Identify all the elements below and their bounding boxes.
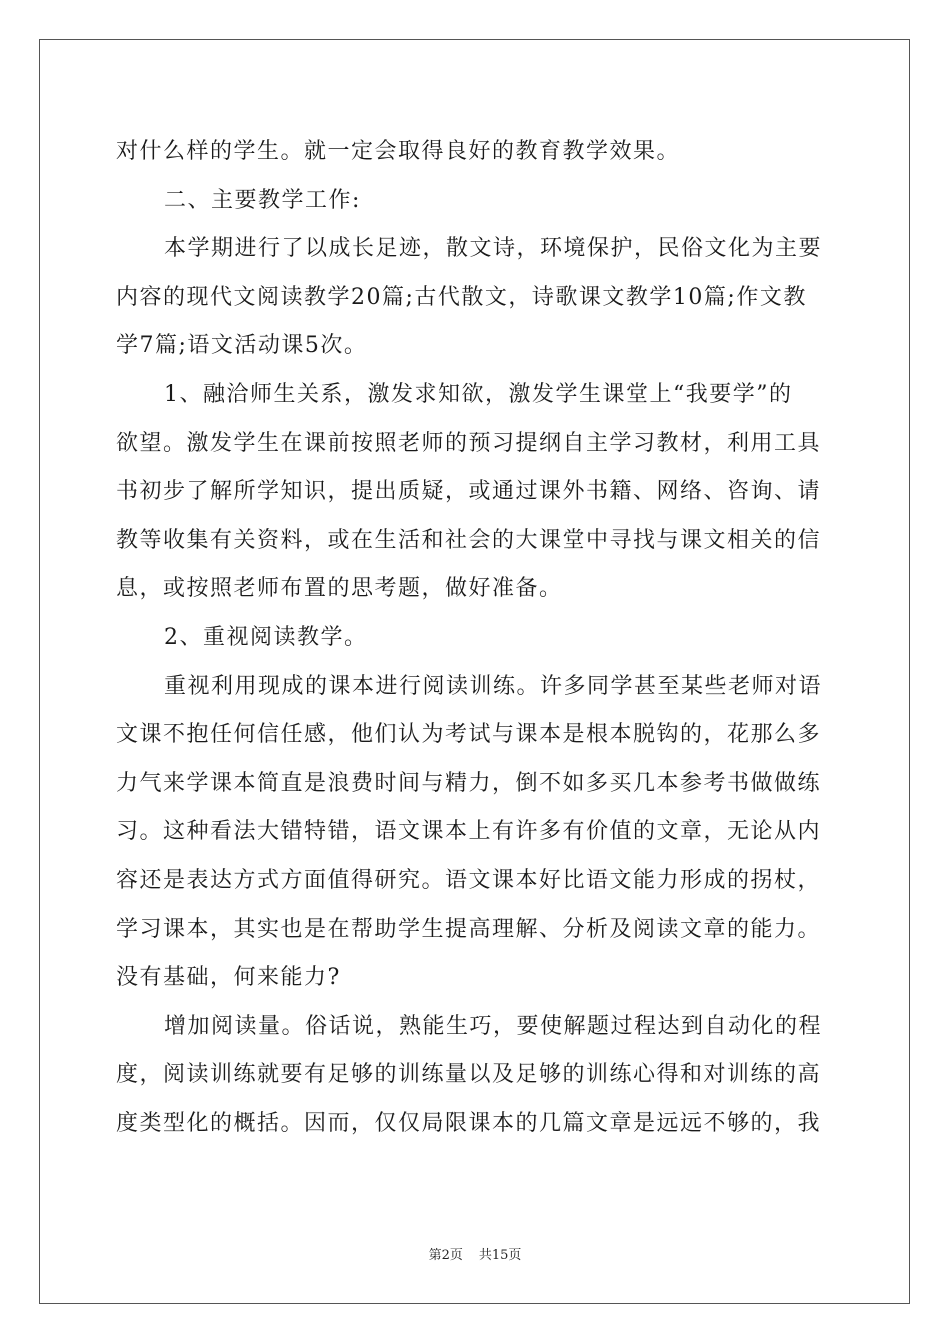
text-line: 2、重视阅读教学。: [164, 624, 368, 650]
text-line: 文课不抱任何信任感，他们认为考试与课本是根本脱钩的，花那么多: [116, 722, 822, 748]
page-total: 共15页: [478, 1248, 522, 1263]
text-line: 学7篇;语文活动课5次。: [116, 333, 368, 359]
text-line: 容还是表达方式方面值得研究。语文课本好比语文能力形成的拐杖，: [116, 867, 822, 893]
text-line: 息，或按照老师布置的思考题，做好准备。: [116, 576, 563, 602]
text-line: 对什么样的学生。就一定会取得良好的教育教学效果。: [116, 139, 681, 164]
text-line: 内容的现代文阅读教学20篇;古代散文，诗歌课文教学10篇;作文教: [116, 284, 807, 310]
text-line: 二、主要教学工作:: [164, 187, 361, 213]
page-number: 第2页: [428, 1248, 463, 1263]
text-line: 1、融洽师生关系，激发求知欲，激发学生课堂上“我要学”的: [164, 381, 793, 407]
text-line: 度类型化的概括。因而，仅仅局限课本的几篇文章是远远不够的，我: [116, 1110, 822, 1136]
text-line: 习。这种看法大错特错，语文课本上有许多有价值的文章，无论从内: [116, 819, 822, 845]
text-line: 力气来学课本简直是浪费时间与精力，倒不如多买几本参考书做做练: [116, 770, 822, 796]
text-line: 学习课本，其实也是在帮助学生提高理解、分析及阅读文章的能力。: [116, 916, 822, 942]
text-line: 本学期进行了以成长足迹，散文诗，环境保护，民俗文化为主要: [164, 236, 823, 262]
text-line: 欲望。激发学生在课前按照老师的预习提纲自主学习教材，利用工具: [116, 430, 822, 456]
text-line: 增加阅读量。俗话说，熟能生巧，要使解题过程达到自动化的程: [164, 1013, 823, 1039]
document-body: [116, 128, 836, 1148]
text-line: 书初步了解所学知识，提出质疑，或通过课外书籍、网络、咨询、请: [116, 479, 822, 505]
page-footer: [0, 1247, 950, 1265]
text-line: 教等收集有关资料，或在生活和社会的大课堂中寻找与课文相关的信: [116, 527, 822, 553]
text-line: 没有基础，何来能力?: [116, 965, 341, 991]
text-line: 重视利用现成的课本进行阅读训练。许多同学甚至某些老师对语: [164, 673, 823, 699]
text-line: 度，阅读训练就要有足够的训练量以及足够的训练心得和对训练的高: [116, 1062, 822, 1088]
